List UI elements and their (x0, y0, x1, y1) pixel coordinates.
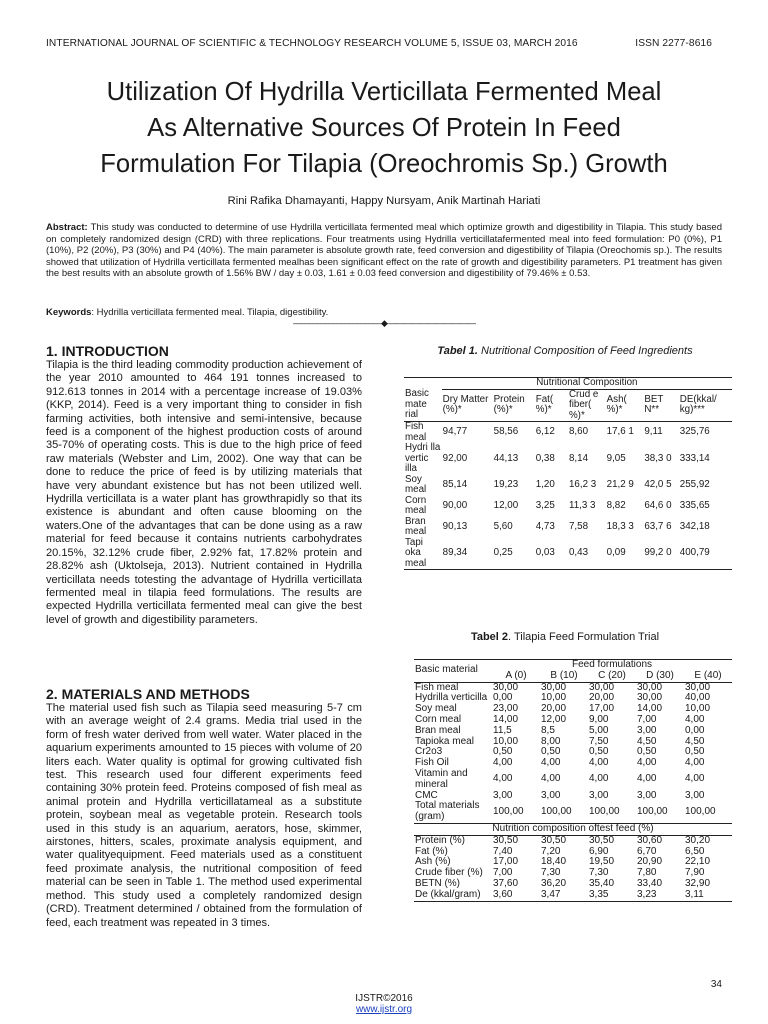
table-cell: Corn meal (415, 713, 462, 725)
keywords-text: : Hydrilla verticillata fermented meal. Tilapia, digestibility. (91, 307, 329, 318)
table-cell: 8,82 (606, 499, 626, 511)
journal-name: INTERNATIONAL JOURNAL OF SCIENTIFIC & TECHNOLOGY RESEARCH VOLUME 5, ISSUE 03, MARCH 2016 (46, 38, 578, 49)
table1 (404, 377, 732, 570)
table-cell: Soy meal (415, 703, 457, 715)
table-cell: 8,5 (541, 724, 555, 736)
table-cell: 11,3 3 (568, 499, 596, 511)
table-cell: 22,10 (685, 856, 711, 868)
table1-header-cell: Crud e fiber( %)* (568, 389, 606, 422)
table-cell: 3,00 (589, 789, 609, 801)
table-cell: 14,00 (637, 703, 663, 715)
table-cell: 3,00 (493, 789, 513, 801)
table-cell: 20,00 (541, 703, 567, 715)
table2-row-header: Basic material (414, 660, 492, 683)
table-cell: 7,50 (589, 735, 609, 747)
table-cell: 4,00 (541, 773, 561, 785)
table-cell: 7,30 (589, 867, 609, 879)
table-cell: 4,00 (685, 757, 705, 769)
table-cell: Tapi oka meal (405, 536, 427, 569)
table-cell: 0,50 (541, 746, 561, 758)
table-cell: 7,90 (685, 867, 705, 879)
table1-caption (400, 345, 730, 357)
table-cell: 5,00 (589, 724, 609, 736)
table2-column-header: B (10) (540, 671, 588, 682)
section-divider: ———————————◆——————————— (293, 318, 475, 328)
table-cell: 0,50 (493, 746, 513, 758)
table-cell: 30,00 (493, 681, 519, 693)
keywords (46, 307, 722, 318)
table-cell: 40,00 (685, 692, 711, 704)
table-cell: 4,00 (589, 757, 609, 769)
table-cell: 3,00 (541, 789, 561, 801)
table2-caption-label: Tabel 2 (470, 631, 509, 643)
table-cell: Fat (%) (415, 845, 448, 857)
table-cell: 30,20 (685, 834, 711, 846)
table-cell: Bran meal (405, 515, 427, 537)
abstract (46, 222, 722, 280)
table-cell: 1,20 (535, 478, 555, 490)
table-cell: Fish Oil (415, 757, 449, 769)
abstract-text: This study was conducted to determine of use Hydrilla verticillata fermented meal which optimize growth and digestibility in Tilapia. This study based on completely randomized design (CRD) with three replications. Four treatments using Hydrilla verticillatafermented meal into feed formulation: P0 (0%), P1 (10%), P2 (20%), P3 (30%) and P4 (40%). The main parameter is absolute growth rate, feed conversion and digestibility of Tilapia (Oreochomis sp.). The results showed that utilization of Hydrilla verticillata fermented mealhas been significant effect on the rate of growth and digestibility parameters. P1 treatment has given the best results with an absolute growth of 1.56% BW / day ± 0.03, 1.61 ± 0.03 feed conversion and digestibility of 79.46% ± 0.53. (46, 222, 722, 279)
table2-section-row (414, 823, 732, 835)
table-cell: 92,00 (442, 452, 468, 464)
table2-section-header: Nutrition composition oftest feed (%) (414, 823, 732, 835)
table-cell: 3,23 (637, 888, 657, 900)
methods-text: The material used fish such as Tilapia seed measuring 5-7 cm with an average weight of 2.4 grams. Media trial used in the form of fresh water derived from well water. Water placed in the aquarium experiments amounted to 15 pieces with volume of 20 liters each. Water quality is optimal for growing cultivated fish test. This research used four different experiments feed containing 30% protein feed. Proteins composed of fish meal as animal protein and Hydrilla verticillatameal as a substitute protein, soybean meal as vegetable protein. Research tools used in this study is an aquarium, aerators, hose, skimmer, airstones, hitters, scales, proximate analysis equipment, and water qualityequipment. Feed materials used as a constituent feed proximate analysis, the nutritional composition of feed material can be seen in Table 1. The method used experimental method. This study used a completely randomized design (CRD). Treatment determined / obtained from the formulation of feed, each treatment was repeated in 3 times. (46, 702, 362, 929)
methods-section (46, 686, 362, 930)
table-cell: 33,40 (637, 877, 663, 889)
table-cell: 30,00 (541, 681, 567, 693)
table-cell: 99,2 0 (644, 547, 672, 558)
table-cell: 30,00 (637, 681, 663, 693)
table-cell: 21,2 9 (606, 478, 634, 490)
table-row (414, 726, 732, 737)
table2 (414, 659, 732, 902)
table-cell: 30,00 (637, 692, 663, 704)
table1-header-cell: Dry Matter (%)* (442, 389, 493, 422)
table-cell: 3,00 (637, 789, 657, 801)
table1-header-row (404, 389, 732, 422)
table-cell: Crude fiber (%) (415, 867, 483, 879)
table2-column-header: E (40) (684, 671, 732, 682)
table-cell: 30,50 (541, 834, 567, 846)
table-cell: 11,5 (493, 724, 512, 736)
table-cell: 36,20 (541, 877, 567, 889)
table-cell: Cr2o3 (415, 746, 443, 758)
table-cell: 400,79 (679, 547, 710, 558)
table-cell: 58,56 (493, 426, 519, 438)
table-cell: 342,18 (679, 520, 710, 532)
table-cell: 10,00 (685, 703, 711, 715)
table-cell: 4,00 (637, 773, 657, 785)
table-cell: Hydri lla vertic illa (405, 442, 441, 474)
table-cell: 19,50 (589, 856, 615, 868)
page-footer (0, 993, 768, 1015)
table-cell: 35,40 (589, 877, 615, 889)
table-cell: Corn meal (405, 494, 427, 516)
table-row (404, 517, 732, 538)
table-cell: 335,65 (679, 499, 710, 511)
table-cell: 0,38 (535, 452, 555, 464)
table-cell: 4,00 (637, 757, 657, 769)
table-cell: 44,13 (493, 452, 519, 464)
authors: Rini Rafika Dhamayanti, Happy Nursyam, Anik Martinah Hariati (227, 195, 541, 207)
table-cell: 4,73 (535, 520, 555, 532)
introduction-section (46, 343, 362, 627)
table-cell: CMC (415, 789, 438, 801)
table-cell: 17,6 1 (606, 426, 634, 438)
table2-column-header: A (0) (492, 671, 540, 682)
table-cell: 20,90 (637, 856, 663, 868)
table-cell: BETN (%) (415, 877, 460, 889)
table-cell: 4,50 (685, 735, 705, 747)
title-line-2: As Alternative Sources Of Protein In Feed (147, 114, 621, 142)
table-row (414, 835, 732, 846)
table-cell: 100,00 (637, 805, 668, 817)
introduction-text: Tilapia is the third leading commodity production achievement of the year 2010 amounted to 464 191 tonnes increased to 912.613 tonnes in 2014 with a percentage increase of 19.03% (KKP, 2014). Feed is a very important thing to consider in fish farming activities, both intensive and semi-intensive, because feed is a component of the highest production costs of around 35-70% of operating costs. This is due to the high price of feed raw materials (Webster and Lim, 2002). One way that can be done to reduce the price of feed is by utilizing materials that have very abundant existence but has not been utilized well. Hydrilla verticillata is a water plant has growthrapidly so that its existence is abundant and often cause blooming on the waters.One of the advantages that can be done using as a raw material for feed because it contains nutrients carbohydrates 20.15%, 32.12% crude fiber, 2.92% fat, 17.82% protein and 28.82% ash (Uktolseja, 2013). Nutrient contained in Hydrilla verticillata needs totesting the advantage of Hydrilla verticillata fermented meal in tilapia feed formulations. The results are expected Hydrilla verticillata fermented meal can give the best level of growth and digestibility parameters. (46, 359, 362, 626)
table-cell: 17,00 (589, 703, 615, 715)
table-row (404, 475, 732, 496)
table-row (414, 769, 732, 791)
table-cell: 90,13 (442, 520, 468, 532)
table-cell: 12,00 (493, 499, 519, 511)
table-cell: 100,00 (685, 805, 716, 817)
table-cell: 10,00 (541, 692, 567, 704)
table-row (404, 496, 732, 517)
table-cell: 9,05 (606, 452, 626, 464)
table2-group-header: Feed formulations (492, 660, 732, 671)
table-cell: 6,12 (535, 426, 555, 438)
table-cell: 0,43 (568, 547, 589, 558)
table-cell: 333,14 (679, 452, 710, 464)
table-cell: 37,60 (493, 877, 519, 889)
table-cell: 3,25 (535, 499, 555, 511)
methods-heading: 2. MATERIALS AND METHODS (46, 686, 250, 702)
table2-column-header: D (30) (636, 671, 684, 682)
title-line-3: Formulation For Tilapia (Oreochromis Sp.) Growth (100, 150, 668, 178)
table-cell: 3,00 (637, 724, 657, 736)
table-cell: 18,3 3 (606, 520, 634, 532)
issn: ISSN 2277-8616 (635, 38, 712, 49)
table1-caption-text: Nutritional Composition of Feed Ingredients (477, 345, 693, 357)
table-cell: 10,00 (493, 735, 519, 747)
table-cell: 4,00 (493, 757, 513, 769)
table-cell: 16,2 3 (568, 478, 597, 490)
table-cell: 3,60 (493, 888, 513, 900)
abstract-label: Abstract: (46, 222, 88, 233)
table-cell: 7,30 (541, 867, 561, 879)
table-cell: 7,00 (637, 713, 657, 725)
table-cell: 38,3 0 (644, 452, 672, 464)
table-cell: 23,00 (493, 703, 519, 715)
table-cell: 6,50 (685, 845, 705, 857)
table-cell: 3,00 (685, 789, 705, 801)
table-cell: Protein (%) (415, 834, 466, 846)
table-cell: 0,50 (589, 746, 609, 758)
table-cell: 94,77 (442, 426, 468, 438)
running-header (46, 38, 712, 49)
table-cell: 9,11 (644, 426, 663, 438)
table-cell: 30,00 (589, 681, 615, 693)
table-cell: 3,11 (685, 888, 704, 900)
table-cell: 85,14 (442, 478, 468, 490)
table-cell: 3,47 (541, 888, 561, 900)
table-cell: 0,09 (606, 547, 626, 558)
paper-title (30, 74, 738, 182)
table-cell: 0,00 (493, 692, 513, 704)
table-cell: 6,70 (637, 845, 657, 857)
table2-caption (400, 631, 730, 643)
table-cell: 7,58 (568, 520, 589, 532)
table-cell: 100,00 (493, 805, 524, 817)
journal-link[interactable]: www.ijstr.org (355, 1004, 413, 1015)
table-cell: 0,03 (535, 547, 555, 558)
table1-header-cell: Ash( %)* (606, 389, 644, 422)
table-cell: Ash (%) (415, 856, 451, 868)
table-cell: 19,23 (493, 478, 519, 490)
table-cell: 4,00 (685, 773, 705, 785)
table-cell: 17,00 (493, 856, 519, 868)
table-cell: 0,50 (637, 746, 657, 758)
table-cell: Vitamin and mineral (415, 767, 468, 790)
table-cell: 0,50 (685, 746, 705, 758)
table-cell: 32,90 (685, 877, 711, 889)
table1-group-header: Nutritional Composition (442, 378, 732, 390)
title-line-1: Utilization Of Hydrilla Verticillata Fermented Meal (106, 78, 662, 106)
table-row (414, 890, 732, 901)
table-cell: 6,90 (589, 845, 609, 857)
table-cell: 90,00 (442, 499, 468, 511)
table-cell: 4,00 (589, 773, 609, 785)
table-cell: 30,00 (685, 681, 711, 693)
table1-header-cell: BET N** (643, 389, 678, 422)
table-cell: 4,00 (685, 713, 705, 725)
table2-column-header: C (20) (588, 671, 636, 682)
table-cell: 8,00 (541, 735, 561, 747)
table-row (404, 422, 732, 444)
table-cell: 30,60 (637, 834, 663, 846)
table-cell: 255,92 (679, 478, 710, 490)
table-cell: 0,25 (493, 547, 513, 558)
table-cell: De (kkal/gram) (415, 888, 481, 900)
table1-header-cell: DE(kkal/ kg)*** (679, 389, 732, 422)
table-cell: 100,00 (589, 805, 620, 817)
introduction-heading: 1. INTRODUCTION (46, 343, 169, 359)
table1-header-cell: Basic mate rial (404, 389, 442, 422)
table-cell: 7,00 (493, 867, 513, 879)
table-cell: 5,60 (493, 520, 513, 532)
table-cell: Tapioka meal (415, 735, 474, 747)
keywords-label: Keywords (46, 307, 92, 318)
table-cell: 14,00 (493, 713, 519, 725)
table1-header-cell: Fat( %)* (535, 389, 568, 422)
table-cell: Total materials (gram) (415, 800, 480, 823)
table-cell: 4,50 (637, 735, 657, 747)
table-cell: 8,60 (568, 426, 589, 438)
table-cell: 9,00 (589, 713, 609, 725)
table-cell: Bran meal (415, 724, 461, 736)
table-cell: 12,00 (541, 713, 567, 725)
table-cell: 4,00 (493, 773, 513, 785)
table-cell: 3,35 (589, 888, 609, 900)
table-cell: 325,76 (679, 426, 710, 438)
table-cell: 63,7 6 (644, 520, 672, 532)
table-cell: 8,14 (568, 452, 589, 464)
table-cell: 0,00 (685, 724, 705, 736)
table-cell: 7,20 (541, 845, 561, 857)
table-cell: 7,80 (637, 867, 657, 879)
table-cell: 4,00 (541, 757, 561, 769)
table-cell: Fish meal (405, 421, 427, 443)
table1-header-cell: Protein (%)* (493, 389, 535, 422)
table-row (414, 801, 732, 823)
table-cell: 100,00 (541, 805, 572, 817)
table-cell: 30,50 (493, 834, 519, 846)
table-cell: 18,40 (541, 856, 567, 868)
table-cell: 64,6 0 (644, 499, 672, 511)
copyright: IJSTR©2016 (355, 993, 413, 1004)
table-row (404, 538, 732, 570)
table-cell: Soy meal (405, 473, 427, 495)
table-cell: Hydrilla verticilla (415, 692, 488, 704)
table-cell: 42,0 5 (644, 478, 672, 490)
page-number: 34 (710, 979, 722, 990)
table-cell: 30,50 (589, 834, 615, 846)
table-row (404, 443, 732, 475)
table1-caption-label: Tabel 1. (437, 345, 478, 357)
table-cell: 20,00 (589, 692, 615, 704)
table2-caption-text: . Tilapia Feed Formulation Trial (508, 631, 660, 643)
table-cell: 89,34 (442, 547, 468, 558)
table-cell: Fish meal (415, 681, 459, 693)
table-cell: 7,40 (493, 845, 513, 857)
